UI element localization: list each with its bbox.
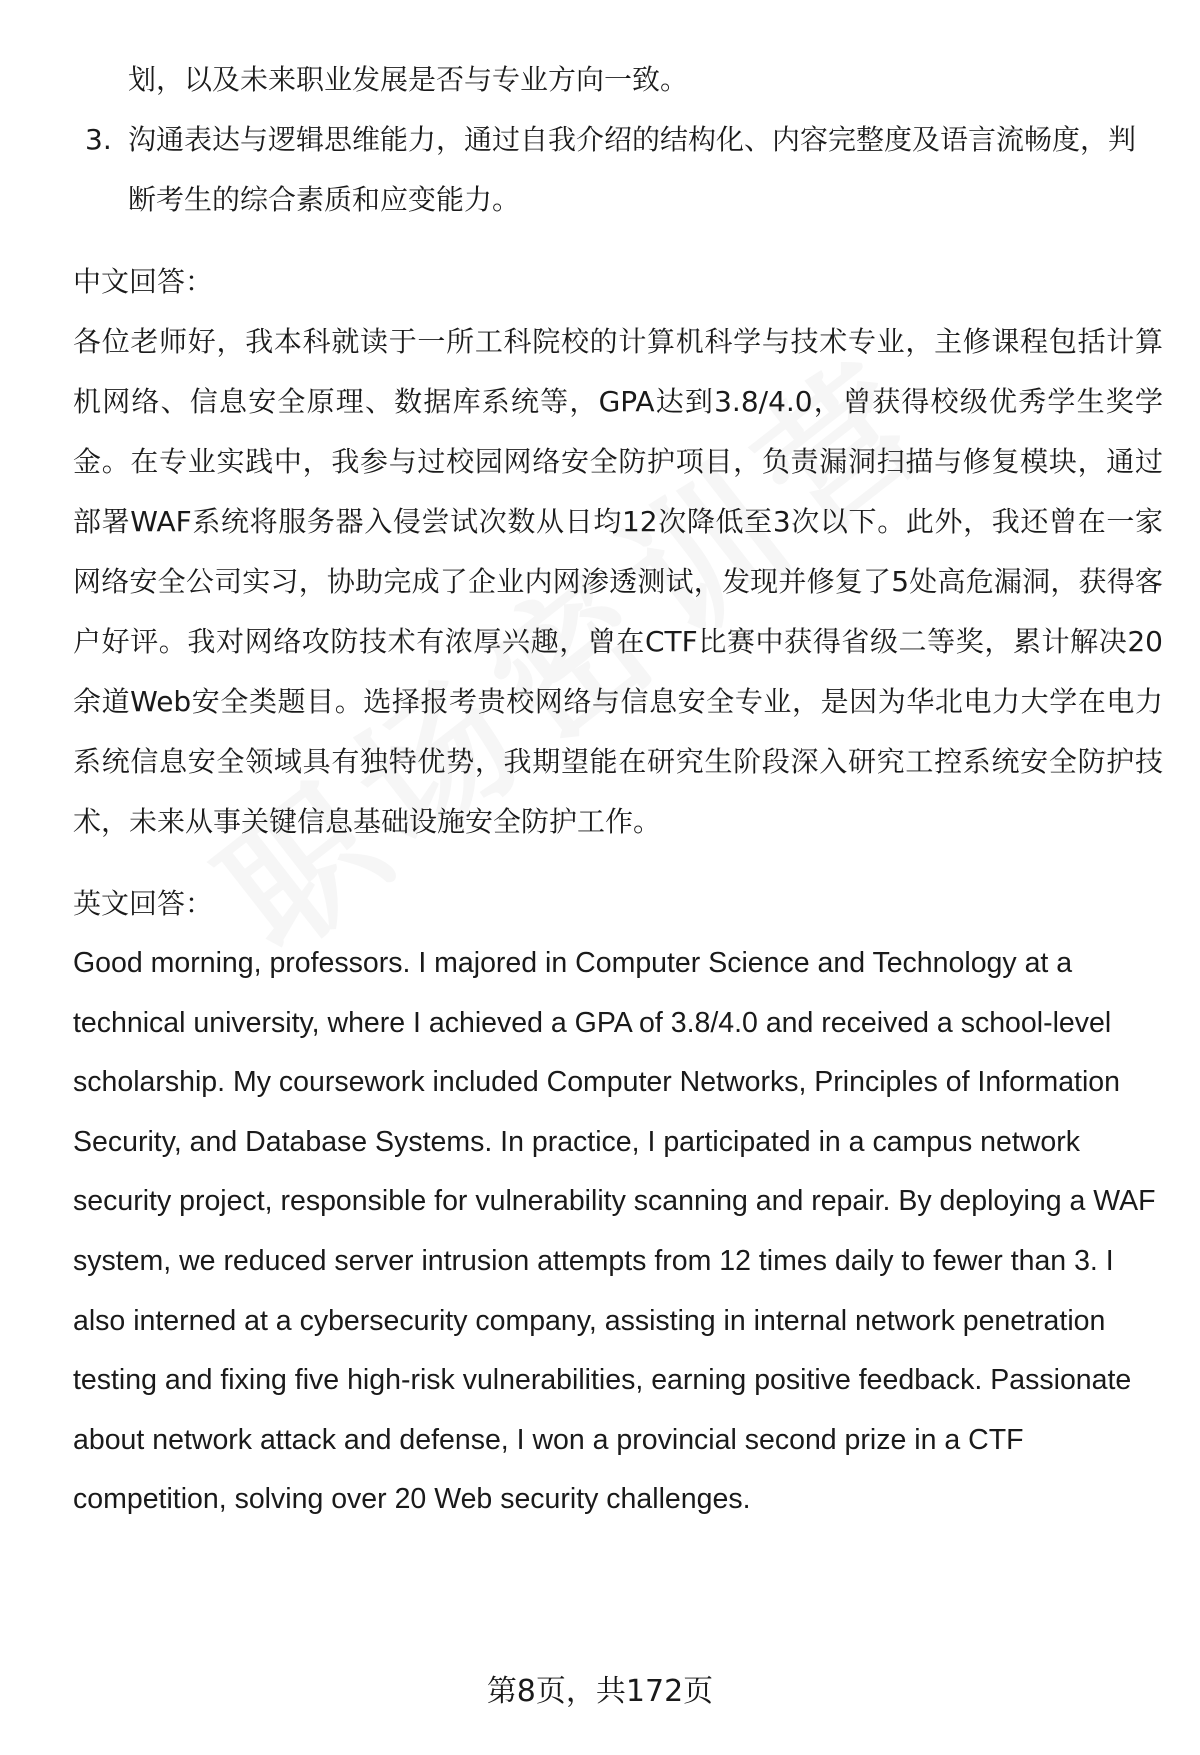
list-item-3-text: 沟通表达与逻辑思维能力，通过自我介绍的结构化、内容完整度及语言流畅度，判断考生的综合素质和应变能力。 <box>128 123 1137 216</box>
chinese-answer-body: 各位老师好，我本科就读于一所工科院校的计算机科学与技术专业，主修课程包括计算机网络、信息安全原理、数据库系统等，GPA达到3.8/4.0，曾获得校级优秀学生奖学金。在专业实践中，我参与过校园网络安全防护项目，负责漏洞扫描与修复模块，通过部署WAF系统将服务器入侵尝试次数从日均12次降低至3次以下。此外，我还曾在一家网络安全公司实习，协助完成了企业内网渗透测试，发现并修复了5处高危漏洞，获得客户好评。我对网络攻防技术有浓厚兴趣，曾在CTF比赛中获得省级二等奖，累计解决20余道Web安全类题目。选择报考贵校网络与信息安全专业，是因为华北电力大学在电力系统信息安全领域具有独特优势，我期望能在研究生阶段深入研究工控系统安全防护技术，未来从事关键信息基础设施安全防护工作。 <box>73 325 1163 838</box>
list-item-3 <box>73 110 1163 230</box>
page-content <box>73 50 1163 1530</box>
page-number-footer: 第8页，共172页 <box>486 1674 714 1709</box>
english-answer-body: Good morning, professors. I majored in Computer Science and Technology at a technical university, where I achieved a GPA of 3.8/4.0 and received a school-level scholarship. My coursework included Computer Networks, Principles of Information Security, and Database Systems. In practice, I participated in a campus network security project, responsible for vulnerability scanning and repair. By deploying a WAF system, we reduced server intrusion attempts from 12 times daily to fewer than 3. I also interned at a cybersecurity company, assisting in internal network penetration testing and fixing five high-risk vulnerabilities, earning positive feedback. Passionate about network attack and defense, I won a provincial second prize in a CTF competition, solving over 20 Web security challenges. <box>73 947 1156 1516</box>
list-item-3-number: 3. <box>85 123 112 156</box>
english-answer-heading: 英文回答： <box>73 887 214 920</box>
chinese-answer-heading: 中文回答： <box>73 265 214 298</box>
list-item-2-continuation: 划，以及未来职业发展是否与专业方向一致。 <box>128 63 689 96</box>
